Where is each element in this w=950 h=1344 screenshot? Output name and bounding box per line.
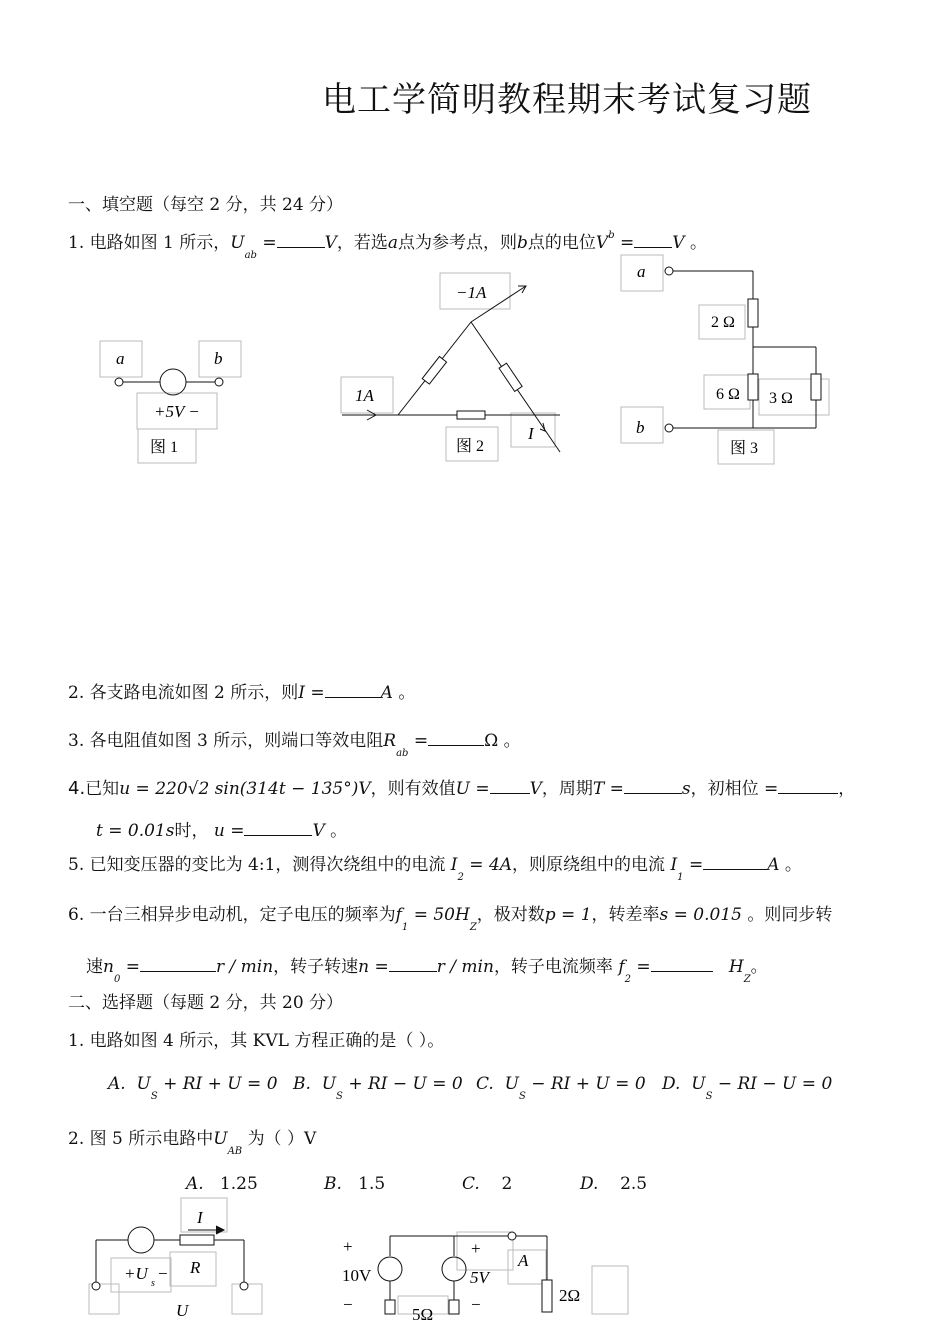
mc-question-2 — [68, 1124, 317, 1157]
fig5-source-5v: 5V — [470, 1268, 489, 1287]
mc-q1-option-b[interactable] — [293, 1074, 463, 1102]
mc-q1-option-a[interactable] — [108, 1074, 278, 1102]
fig4-resistor-r: R — [190, 1258, 201, 1277]
q5-i1-sub: 1 — [677, 872, 684, 883]
question-6-line-2 — [86, 952, 768, 985]
q6-mid2: ，转差率 — [591, 905, 660, 925]
option-letter: D. — [580, 1174, 599, 1194]
q6-unit-rpm-1: r / min — [215, 957, 274, 977]
q3-var: R — [383, 731, 397, 751]
q2-blank[interactable] — [325, 683, 381, 698]
q1-unit-2: V — [672, 233, 685, 253]
q6-eq-2: = — [636, 957, 651, 977]
question-5 — [68, 850, 802, 883]
fig3-caption: 图 3 — [730, 440, 759, 457]
q2-unit: A — [380, 683, 393, 703]
option-rest: + RI + U = 0 — [163, 1074, 278, 1094]
q1-end: 。 — [689, 233, 707, 253]
figure-5 — [378, 1232, 628, 1314]
option-us: U — [691, 1074, 706, 1094]
q5-blank[interactable] — [703, 855, 767, 870]
fig1-caption: 图 1 — [150, 439, 179, 456]
q6-end1: 。则同步转 — [747, 905, 833, 925]
option-letter: B. — [324, 1174, 342, 1194]
q4-u: U = — [455, 779, 490, 799]
q4-blank-3[interactable] — [778, 779, 838, 794]
option-rest: − RI − U = 0 — [717, 1074, 833, 1094]
q6-f2: f — [618, 957, 625, 977]
q1-a: a — [387, 233, 399, 253]
q6-blank-1[interactable] — [140, 957, 216, 972]
option-letter: C. — [476, 1074, 494, 1094]
q4-pre: 已知 — [85, 779, 120, 799]
fig5-plus-2: + — [471, 1239, 481, 1258]
q4-blank-1[interactable] — [490, 779, 530, 794]
option-letter: B. — [293, 1074, 311, 1094]
q6-n: n = — [358, 957, 389, 977]
fig5-source-10v: 10V — [342, 1266, 372, 1285]
q5-i2-val: = 4A — [469, 855, 513, 875]
q6-hz-sub: Z — [743, 974, 751, 985]
q4-end1: ， — [838, 779, 856, 799]
q4-mid1: ，则有效值 — [370, 779, 456, 799]
q1-blank-2[interactable] — [634, 233, 672, 248]
q2-var: I — [298, 683, 305, 703]
fig4-current-i: I — [197, 1208, 203, 1227]
q6-f1: f — [395, 905, 402, 925]
q6-f2-sub: 2 — [624, 974, 632, 985]
q3-text: 3. 各电阻值如图 3 所示，则端口等效电阻 — [68, 731, 384, 751]
q1-var-v-sub: b — [608, 230, 615, 241]
option-us: U — [321, 1074, 337, 1094]
mc-q1-option-c[interactable] — [476, 1074, 646, 1102]
q1-var-v: V — [595, 233, 609, 253]
q6-n0-sub: 0 — [113, 974, 121, 985]
mc-q1-option-d[interactable] — [662, 1074, 833, 1102]
option-letter: A. — [108, 1074, 126, 1094]
q6-f1-sub: 1 — [401, 922, 409, 933]
mc-question-1: 1. 电路如图 4 所示，其 KVL 方程正确的是（ ）。 — [68, 1031, 445, 1051]
q6-blank-2[interactable] — [389, 957, 437, 972]
q6-mid1: ，极对数 — [476, 905, 545, 925]
question-1 — [68, 228, 707, 261]
option-letter: C. — [462, 1174, 480, 1194]
mc-q2-option-a[interactable] — [186, 1174, 258, 1194]
q3-var-sub: ab — [396, 748, 409, 759]
q6-f1-z: Z — [469, 922, 477, 933]
question-3 — [68, 726, 521, 759]
q1-blank-1[interactable] — [277, 233, 325, 248]
q6-end2: 。 — [750, 957, 768, 977]
q5-end: 。 — [784, 855, 802, 875]
q1-mid: ，若选 — [336, 233, 388, 253]
q4-unit-1: V — [529, 779, 542, 799]
q4-unit-3: V — [312, 821, 325, 841]
fig4-source-minus: − — [158, 1264, 168, 1283]
fig2-current-left: 1A — [355, 386, 374, 405]
question-4-line-2 — [96, 816, 347, 841]
option-letter: D. — [662, 1074, 681, 1094]
fig5-resistor-2: 2Ω — [559, 1286, 581, 1305]
fig5-plus-1: + — [343, 1237, 353, 1256]
fig2-current-top: −1A — [456, 283, 487, 302]
q6-mid4: ，转子电流频率 — [493, 957, 613, 977]
q4-line2-end: 。 — [330, 821, 348, 841]
q2-eq: = — [310, 683, 325, 703]
figures-4-5 — [0, 1196, 950, 1324]
fig3-label-b: b — [636, 418, 645, 437]
q4-blank-2[interactable] — [624, 779, 682, 794]
option-value: 2 — [501, 1174, 513, 1194]
section1-heading: 一、填空题（每空 2 分，共 24 分） — [68, 195, 344, 215]
question-6 — [68, 900, 833, 933]
q4-line2-mid: 时， — [174, 821, 209, 841]
q5-mid: ，则原绕组中的电流 — [512, 855, 666, 875]
q4-mid3: ，初相位 = — [690, 779, 779, 799]
q5-eq: = — [688, 855, 704, 875]
option-us: U — [504, 1074, 519, 1094]
figures-1-3 — [0, 255, 950, 475]
mc-q2-end: 为（ ）V — [247, 1129, 317, 1149]
q3-unit: Ω — [484, 731, 499, 751]
q1-var-u-sub: ab — [244, 250, 257, 261]
q4-blank-4[interactable] — [244, 821, 312, 836]
q5-i2-sub: 2 — [457, 872, 464, 883]
q4-mid2: ，周期 — [541, 779, 593, 799]
q1-unit-1: V — [324, 233, 337, 253]
q1-eq: = — [262, 233, 277, 253]
option-value: 1.25 — [219, 1174, 258, 1194]
q6-f1-val: = 50H — [413, 905, 470, 925]
q6-text: 6. 一台三相异步电动机，定子电压的频率为 — [68, 905, 396, 925]
q5-i2: I — [450, 855, 458, 875]
fig1-source-label: +5V − — [154, 402, 200, 421]
q3-end: 。 — [503, 731, 521, 751]
q4-formula: u = 220√2 sin(314t − 135°)V — [119, 779, 371, 799]
fig2-caption: 图 2 — [456, 438, 485, 455]
mc-q2-var-sub: AB — [227, 1146, 243, 1157]
q1-mid3: 点的电位 — [527, 233, 596, 253]
q6-eq: = — [125, 957, 140, 977]
q2-text: 2. 各支路电流如图 2 所示，则 — [68, 683, 299, 703]
fig2-current-i: I — [528, 424, 534, 443]
q1-eq-2: = — [620, 233, 635, 253]
option-us-sub: S — [336, 1091, 343, 1102]
q4-time: t = 0.01s — [96, 821, 175, 841]
question-2 — [68, 678, 415, 703]
mc-q2-var: U — [213, 1129, 228, 1149]
fig4-voltage-u: U — [176, 1301, 189, 1320]
option-us-sub: S — [705, 1091, 713, 1102]
page-title: 电工学简明教程期末考试复习题 — [322, 80, 812, 120]
fig3-r2: 6 Ω — [716, 386, 740, 403]
question-4 — [68, 774, 855, 799]
fig1-label-a: a — [116, 349, 125, 368]
fig5-node-a: A — [518, 1251, 529, 1270]
section2-heading: 二、选择题（每题 2 分，共 20 分） — [68, 993, 344, 1013]
mc-q2-option-d[interactable] — [580, 1174, 647, 1194]
q4-unit-2: s — [681, 779, 691, 799]
option-value: 1.5 — [358, 1174, 386, 1194]
q6-line2-pre: 速 — [86, 957, 103, 977]
q2-end: 。 — [398, 683, 416, 703]
q6-p: p = 1 — [544, 905, 592, 925]
mc-q2-option-c[interactable] — [462, 1174, 512, 1194]
fig5-resistor-5: 5Ω — [412, 1305, 434, 1324]
q6-blank-3[interactable] — [651, 957, 713, 972]
fig5-minus-1: − — [343, 1295, 353, 1314]
fig4-source-us: +U — [124, 1264, 148, 1283]
q3-eq: = — [413, 731, 429, 751]
mc-q2-option-b[interactable] — [324, 1174, 385, 1194]
option-us: U — [136, 1074, 151, 1094]
option-us-sub: S — [150, 1091, 158, 1102]
q5-text: 5. 已知变压器的变比为 4:1，测得次绕组中的电流 — [68, 855, 446, 875]
mc-q2-text: 2. 图 5 所示电路中 — [68, 1129, 214, 1149]
option-letter: A. — [186, 1174, 204, 1194]
q6-unit-rpm-2: r / min — [436, 957, 494, 977]
q4-u-inst: u = — [213, 821, 245, 841]
fig3-r1: 2 Ω — [711, 314, 735, 331]
q3-blank[interactable] — [428, 731, 484, 746]
q6-n0: n — [103, 957, 114, 977]
q5-i1: I — [670, 855, 678, 875]
q4-t: T = — [592, 779, 624, 799]
q1-b: b — [517, 233, 528, 253]
fig1-label-b: b — [214, 349, 223, 368]
fig3-label-a: a — [637, 262, 646, 281]
q6-mid3: ，转子转速 — [273, 957, 359, 977]
fig3-r3: 3 Ω — [769, 390, 793, 407]
option-rest: − RI + U = 0 — [531, 1074, 646, 1094]
q6-s: s = 0.015 — [659, 905, 742, 925]
option-us-sub: S — [518, 1091, 526, 1102]
q4-num: 4. — [68, 778, 86, 799]
q1-var-u: U — [230, 233, 245, 253]
figure-3 — [621, 255, 829, 464]
q5-unit: A — [767, 855, 780, 875]
figure-4 — [89, 1198, 262, 1314]
fig4-source-us-sub: s — [151, 1278, 155, 1289]
fig5-minus-2: − — [471, 1295, 481, 1314]
option-rest: + RI − U = 0 — [348, 1074, 463, 1094]
q1-mid2: 点为参考点，则 — [398, 233, 518, 253]
q6-hz: H — [728, 957, 744, 977]
q1-text: 1. 电路如图 1 所示， — [68, 233, 231, 253]
option-value: 2.5 — [620, 1174, 648, 1194]
